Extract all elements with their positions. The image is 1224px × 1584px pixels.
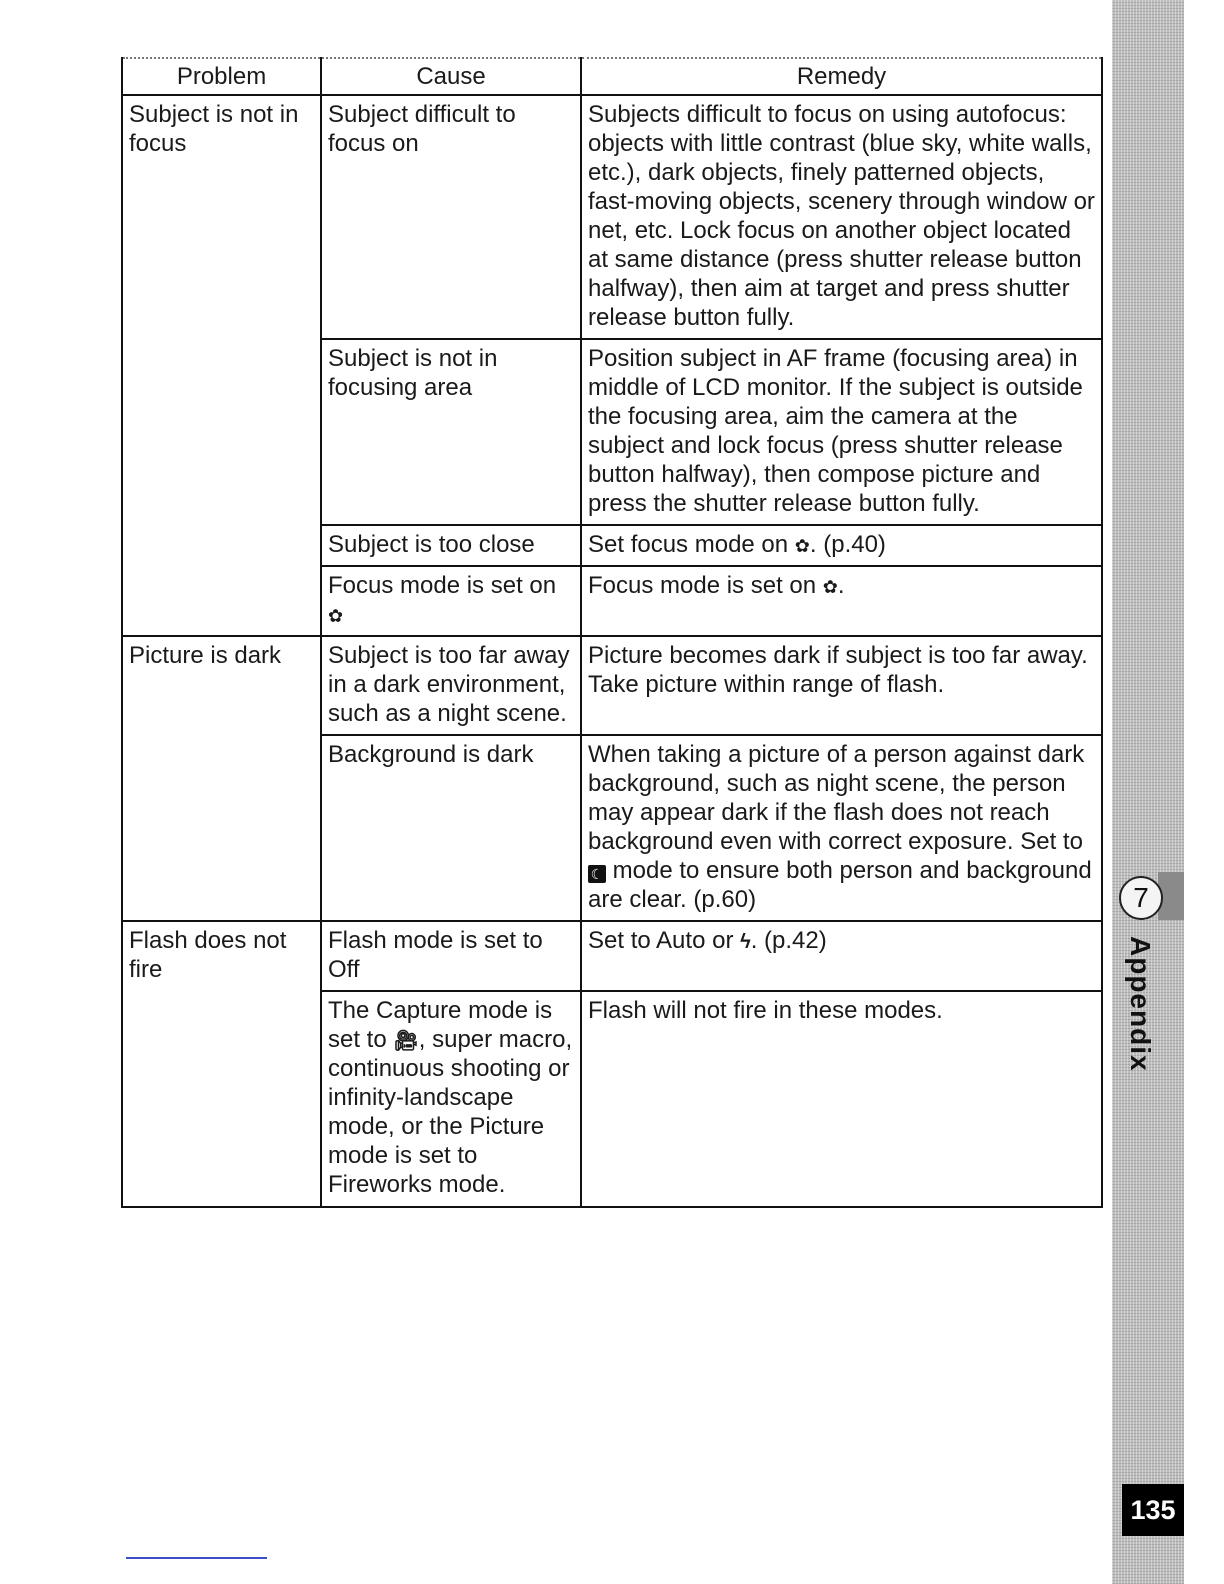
remedy-text: . (p.40): [809, 531, 886, 558]
remedy-cell: Position subject in AF frame (focusing area) in middle of LCD monitor. If the subject is outside the focusing area, aim the camera at the subject and lock focus (press shutter release button halfway), then compose picture and press the shutter release button fully.: [581, 339, 1102, 525]
problem-cell: Flash does not fire: [122, 921, 321, 1207]
remedy-cell: [581, 735, 1102, 921]
chapter-sidebar: [1112, 0, 1184, 1584]
problem-cell: Picture is dark: [122, 636, 321, 921]
remedy-text: Set focus mode on: [588, 531, 795, 558]
remedy-cell: Flash will not fire in these modes.: [581, 991, 1102, 1207]
cause-text: Focus mode is set on: [328, 572, 557, 599]
cause-cell: Subject is too close: [321, 525, 581, 566]
cause-cell: Flash mode is set to Off: [321, 921, 581, 991]
cause-cell: [321, 566, 581, 636]
cause-cell: Subject is not in focusing area: [321, 339, 581, 525]
remedy-cell: [581, 921, 1102, 991]
remedy-text: . (p.42): [750, 927, 827, 954]
header-problem: Problem: [122, 58, 321, 95]
chapter-number-badge: 7: [1119, 876, 1163, 920]
table-row: [122, 95, 1102, 339]
table-header-row: [122, 58, 1102, 95]
remedy-text: When taking a picture of a person against dark background, such as night scene, the person may appear dark if the flash does not reach background even with correct exposure. Set to: [588, 741, 1085, 855]
cause-text: , super macro, continuous shooting or infinity-landscape mode, or the Picture mode is set to Fireworks mode.: [328, 1026, 573, 1198]
movie-mode-icon: 🎥︎: [393, 1030, 419, 1052]
night-scene-portrait-icon: ☾: [588, 865, 606, 883]
cause-text: The Capture mode is set to: [328, 997, 553, 1053]
remedy-cell: Subjects difficult to focus on using autofocus: objects with little contrast (blue sky, white walls, etc.), dark objects, finely patterned objects, fast-moving objects, scenery through window or net, etc. Lock focus on another object located at same distance (press shutter release button halfway), then aim at target and press shutter release button fully.: [581, 95, 1102, 339]
cause-cell: [321, 991, 581, 1207]
footnote-divider: [126, 1557, 267, 1559]
cause-cell: Subject difficult to focus on: [321, 95, 581, 339]
remedy-text: .: [837, 572, 845, 599]
remedy-text: Set to Auto or: [588, 927, 741, 954]
chapter-label: Appendix: [1125, 936, 1156, 1072]
header-remedy: Remedy: [581, 58, 1102, 95]
cause-cell: Subject is too far away in a dark environment, such as a night scene.: [321, 636, 581, 735]
remedy-cell: [581, 566, 1102, 636]
table-row: [122, 921, 1102, 991]
header-cause: Cause: [321, 58, 581, 95]
page-number: 135: [1122, 1484, 1184, 1536]
flower-macro-icon: ✿: [822, 577, 838, 597]
remedy-cell: Picture becomes dark if subject is too far away. Take picture within range of flash.: [581, 636, 1102, 735]
remedy-text: Focus mode is set on: [588, 572, 823, 599]
table-row: [122, 636, 1102, 735]
flash-on-icon: ϟ: [740, 931, 751, 953]
remedy-cell: [581, 525, 1102, 566]
flower-macro-icon: ✿: [328, 606, 344, 626]
cause-cell: Background is dark: [321, 735, 581, 921]
problem-cell: Subject is not in focus: [122, 95, 321, 636]
remedy-text: mode to ensure both person and background are clear. (p.60): [588, 857, 1092, 913]
troubleshooting-table: [121, 57, 1103, 1208]
flower-macro-icon: ✿: [794, 536, 810, 556]
